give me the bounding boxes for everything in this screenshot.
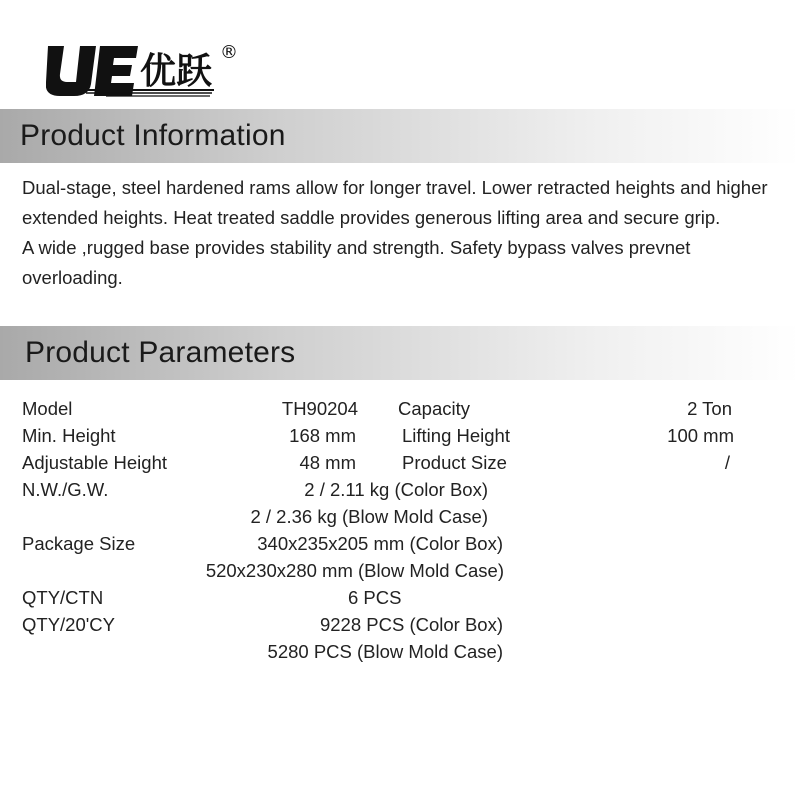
product-information-title: Product Information — [20, 119, 286, 152]
qty-cy-value-color-box: 9228 PCS (Color Box) — [319, 614, 503, 635]
nwgw-value-color-box: 2 / 2.11 kg (Color Box) — [304, 479, 488, 500]
adjustable-height-value: 48 mm — [299, 452, 356, 473]
product-information-header — [0, 109, 800, 163]
brand-logo — [46, 40, 246, 98]
package-size-label: Package Size — [22, 533, 136, 554]
nwgw-value-blow-mold: 2 / 2.36 kg (Blow Mold Case) — [250, 506, 488, 527]
description-paragraph-1: Dual-stage, steel hardened rams allow for longer travel. Lower retracted heights and higher extended heights. Heat treated saddle provides generous lifting area and secure grip. — [22, 177, 768, 228]
package-size-value-color-box: 340x235x205 mm (Color Box) — [257, 533, 503, 554]
description-paragraph-2: A wide ,rugged base provides stability and strength. Safety bypass valves prevnet overloading. — [22, 237, 691, 288]
logo-chinese-text: 优跃 — [140, 51, 213, 92]
package-size-value-blow-mold: 520x230x280 mm (Blow Mold Case) — [205, 560, 504, 581]
qty-cy-value-blow-mold: 5280 PCS (Blow Mold Case) — [267, 641, 503, 662]
product-size-label: Product Size — [402, 452, 507, 473]
product-description — [22, 173, 782, 293]
qty-ctn-value: 6 PCS — [348, 587, 402, 608]
product-size-value: / — [724, 452, 730, 473]
lifting-height-value: 100 mm — [667, 425, 734, 446]
product-parameters-header — [0, 326, 800, 380]
ue-logo-icon — [46, 40, 246, 98]
capacity-value: 2 Ton — [687, 398, 732, 419]
model-value: TH90204 — [281, 398, 358, 419]
product-parameters-title: Product Parameters — [25, 336, 296, 369]
qty-ctn-label: QTY/CTN — [22, 587, 104, 608]
min-height-value: 168 mm — [289, 425, 356, 446]
nwgw-label: N.W./G.W. — [22, 479, 109, 500]
qty-cy-label: QTY/20'CY — [22, 614, 115, 635]
min-height-label: Min. Height — [22, 425, 116, 446]
adjustable-height-label: Adjustable Height — [22, 452, 168, 473]
capacity-label: Capacity — [398, 398, 470, 419]
registered-mark: ® — [220, 42, 238, 63]
lifting-height-label: Lifting Height — [402, 425, 510, 446]
model-label: Model — [22, 398, 73, 419]
